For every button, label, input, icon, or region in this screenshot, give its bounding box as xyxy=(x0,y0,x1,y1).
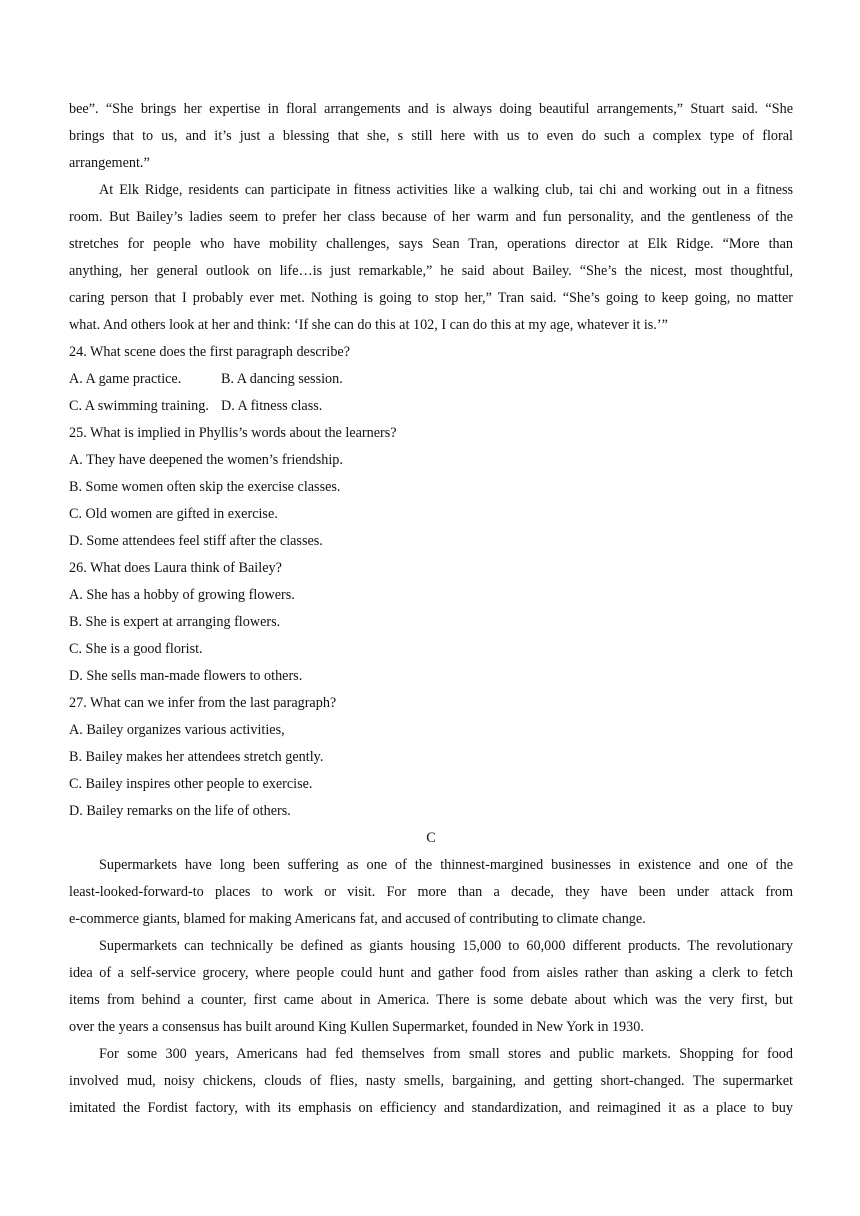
passage-b-paragraph xyxy=(69,177,793,339)
text-line: least-looked-forward-to places to work or visit. For more than a decade, they have been under attack from xyxy=(69,884,793,900)
text-line: over the years a consensus has built around King Kullen Supermarket, founded in New York in 1930. xyxy=(69,1019,644,1035)
passage-c-paragraph-2 xyxy=(69,933,793,1041)
passage-b-continuation xyxy=(69,96,793,177)
question-text: 25. What is implied in Phyllis’s words about the learners? xyxy=(69,425,397,441)
option-row xyxy=(69,393,793,420)
option-b: B. Bailey makes her attendees stretch gently. xyxy=(69,749,324,765)
text-line: what. And others look at her and think: ‘If she can do this at 102, I can do this at my age, whatever it is.’” xyxy=(69,317,668,333)
text-line: arrangement.” xyxy=(69,155,150,171)
question-26 xyxy=(69,555,793,690)
document-page xyxy=(69,96,793,1122)
text-line: brings that to us, and it’s just a blessing that she, s still here with us to even do such a complex type of floral xyxy=(69,128,793,144)
passage-c-paragraph-1 xyxy=(69,852,793,933)
option-row xyxy=(69,366,793,393)
text-line: For some 300 years, Americans had fed themselves from small stores and public markets. Shopping for food xyxy=(99,1046,793,1062)
text-line: items from behind a counter, first came about in America. There is some debate about which was the very first, but xyxy=(69,992,793,1008)
option-a: A. Bailey organizes various activities, xyxy=(69,722,285,738)
question-24 xyxy=(69,339,793,420)
section-heading: C xyxy=(426,830,436,846)
text-line: e-commerce giants, blamed for making Americans fat, and accused of contributing to climate change. xyxy=(69,911,646,927)
option-c: C. She is a good florist. xyxy=(69,641,203,657)
question-text: 24. What scene does the first paragraph describe? xyxy=(69,344,351,360)
question-text: 27. What can we infer from the last paragraph? xyxy=(69,695,337,711)
option-d: D. A fitness class. xyxy=(221,398,323,414)
option-d: D. Some attendees feel stiff after the classes. xyxy=(69,533,323,549)
text-line: idea of a self-service grocery, where people could hunt and gather food from aisles rather than asking a clerk to fetch xyxy=(69,965,793,981)
text-line: imitated the Fordist factory, with its emphasis on efficiency and standardization, and reimagined it as a place to buy xyxy=(69,1100,793,1116)
question-25 xyxy=(69,420,793,555)
text-line: At Elk Ridge, residents can participate in fitness activities like a walking club, tai chi and working out in a fitness xyxy=(99,182,793,198)
text-line: Supermarkets can technically be defined as giants housing 15,000 to 60,000 different products. The revolutionary xyxy=(99,938,793,954)
text-line: anything, her general outlook on life…is just remarkable,” he said about Bailey. “She’s the nicest, most thoughtful, xyxy=(69,263,793,279)
option-a: A. A game practice. xyxy=(69,371,182,387)
option-b: B. Some women often skip the exercise classes. xyxy=(69,479,341,495)
text-line: Supermarkets have long been suffering as one of the thinnest-margined businesses in existence and one of the xyxy=(99,857,793,873)
option-a: A. She has a hobby of growing flowers. xyxy=(69,587,295,603)
option-c: C. Old women are gifted in exercise. xyxy=(69,506,278,522)
passage-c-paragraph-3 xyxy=(69,1041,793,1122)
option-d: D. She sells man-made flowers to others. xyxy=(69,668,303,684)
option-b: B. She is expert at arranging flowers. xyxy=(69,614,281,630)
option-a: A. They have deepened the women’s friendship. xyxy=(69,452,343,468)
option-c: C. Bailey inspires other people to exercise. xyxy=(69,776,313,792)
text-line: caring person that I probably ever met. Nothing is going to stop her,” Tran said. “She’s going to keep going, no matter xyxy=(69,290,793,306)
text-line: room. But Bailey’s ladies seem to prefer her class because of her warm and fun personality, and the gentleness of the xyxy=(69,209,793,225)
option-c: C. A swimming training. xyxy=(69,398,209,414)
question-text: 26. What does Laura think of Bailey? xyxy=(69,560,282,576)
text-line: stretches for people who have mobility challenges, says Sean Tran, operations director at Elk Ridge. “More than xyxy=(69,236,793,252)
text-line: involved mud, noisy chickens, clouds of flies, nasty smells, bargaining, and getting short-changed. The supermarket xyxy=(69,1073,793,1089)
option-d: D. Bailey remarks on the life of others. xyxy=(69,803,291,819)
question-27 xyxy=(69,690,793,825)
option-b: B. A dancing session. xyxy=(221,371,343,387)
text-line: bee”. “She brings her expertise in floral arrangements and is always doing beautiful arrangements,” Stuart said. “She xyxy=(69,101,793,117)
